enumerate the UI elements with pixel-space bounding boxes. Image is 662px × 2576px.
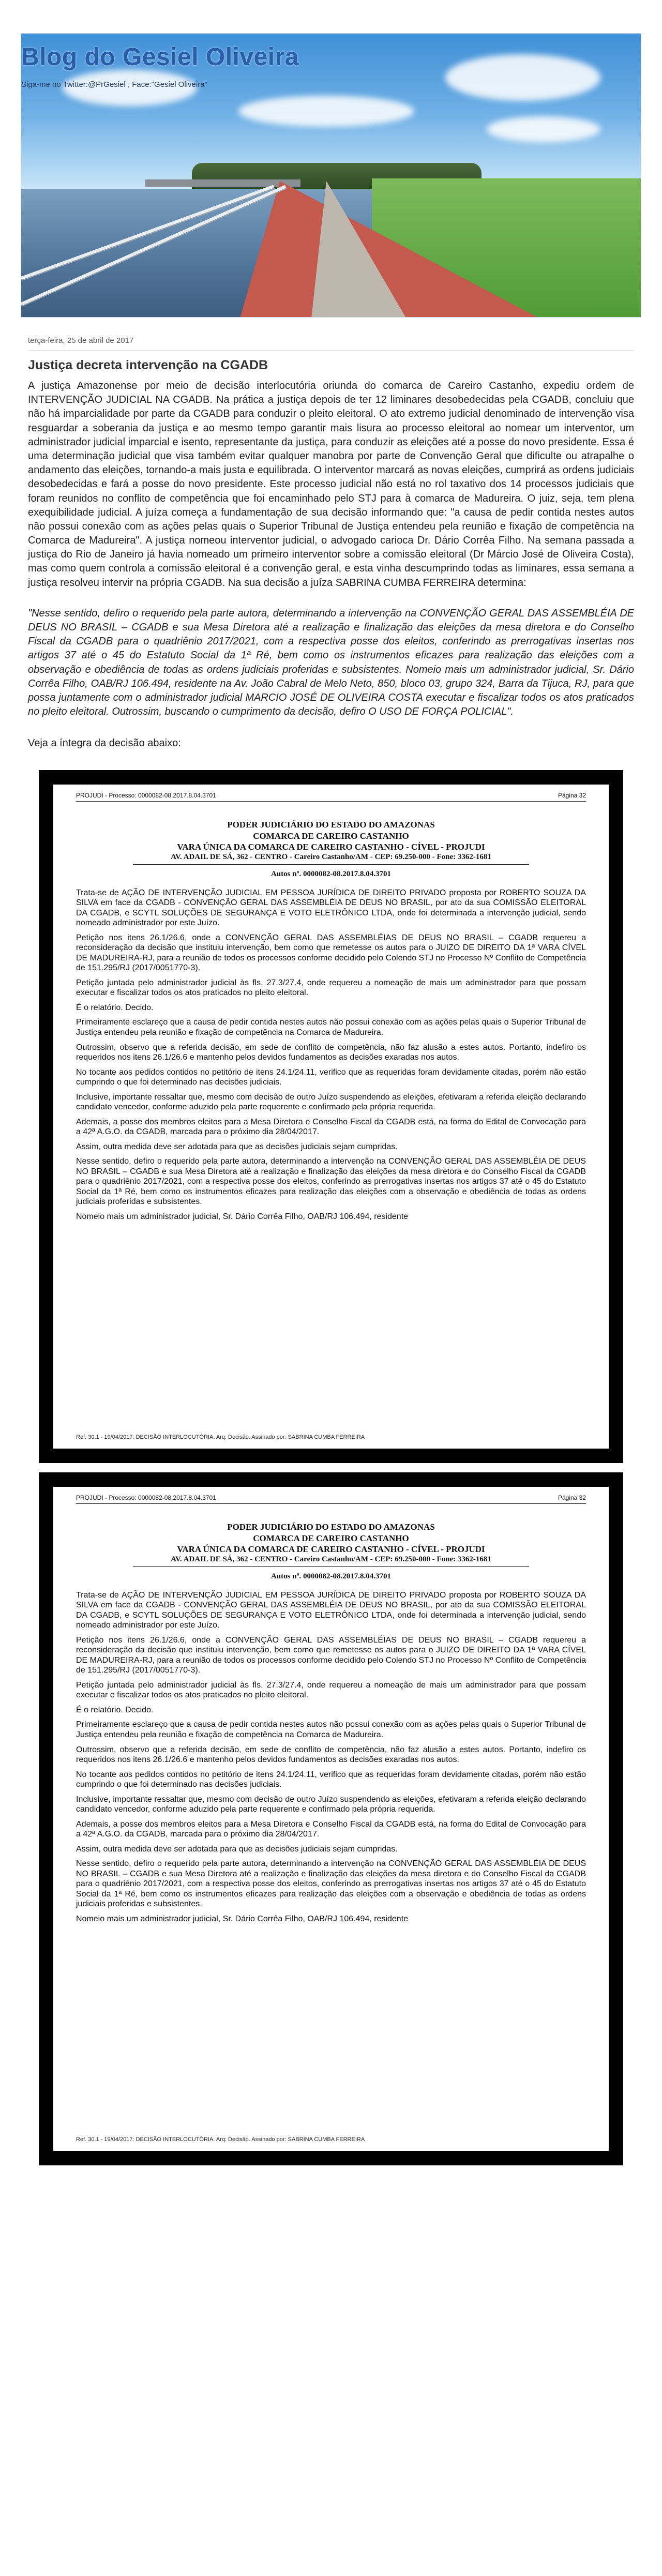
document-paragraph: Trata-se de AÇÃO DE INTERVENÇÃO JUDICIAL EM PESSOA JURÍDICA DE DIREITO PRIVADO proposta por ROBERTO SOUZA DA SILVA em face da CGADB - CONVENÇÃO GERAL DAS ASSEMBLÉIA DE DEUS NO BRASIL, por ato da sua COMISSÃO ELEITORAL DA CGADB, e SCYTL SOLUÇÕES DE SEGURANÇA E VOTO ELETRÔNICO LTDA, onde foi determinada a intervenção judicial, sendo nomeado administrador por este Juízo. — [76, 1590, 586, 1630]
post-title[interactable]: Justiça decreta intervenção na CGADB — [28, 358, 268, 372]
post-quote: "Nesse sentido, defiro o requerido pela parte autora, determinando a intervenção na CONVENÇÃO GERAL DAS ASSEMBLÉIA DE DEUS NO BRASIL – CGADB e sua Mesa Diretora até a realização e finalização das eleições da mesa diretora e do Conselho Fiscal da CGADB para o quadriênio 2017/2021, com a respectiva posse dos eleitos, conferindo as prerrogativas insertas nos artigos 37 até o 45 do Estatuto Social da 1ª Ré, bem como os instrumentos eficazes para realização das eleições com a observação e obediência de todas as ordens judiciais proferidas e subsistentes. Nomeio mais um administrador judicial, Sr. Dário Corrêa Filho, OAB/RJ 106.494, residente na Av. João Cabral de Melo Neto, 850, bloco 03, grupo 324, Barra da Tijuca, RJ, para que possa juntamente com o administrador judicial MARCIO JOSÉ DE OLIVEIRA COSTA executar e fiscalizar todos os atos praticados no pleito eleitoral. Outrossim, buscando o cumprimento da decisão, defiro O USO DE FORÇA POLICIAL". — [28, 607, 634, 718]
court-line: PODER JUDICIÁRIO DO ESTADO DO AMAZONAS — [227, 820, 435, 830]
document-page-number: Página 32 — [558, 792, 586, 800]
document-paragraph: É o relatório. Decido. — [76, 1003, 154, 1012]
document-paragraph: Nesse sentido, defiro o requerido pela parte autora, determinando a intervenção na CONVENÇÃO GERAL DAS ASSEMBLÉIA DE DEUS NO BRASIL – CGADB e sua Mesa Diretora até a realização e finalização das eleições da mesa diretora e do Conselho Fiscal da CGADB para o quadriênio 2017/2021, com a respectiva posse dos eleitos, conferindo as prerrogativas insertas nos artigos 37 até o 45 do Estatuto Social da 1ª Ré, bem como os instrumentos eficazes para realização das eleições com a observação e obediência de todas as ordens judiciais proferidas e subsistentes. — [76, 1859, 586, 1909]
document-meta — [76, 792, 586, 802]
document-page — [53, 785, 609, 1449]
blog-post — [21, 336, 641, 749]
document-meta — [76, 1494, 586, 1504]
document-paragraph: Ademais, a posse dos membros eleitos para a Mesa Diretora e Conselho Fiscal da CGADB está, na forma do Edital de Convocação para a 42ª A.G.O. da CGADB, marcada para o próximo dia 28/04/2017. — [76, 1117, 586, 1137]
document-process: PROJUDI - Processo: 0000082-08.2017.8.04.3701 — [76, 792, 216, 800]
court-line: PODER JUDICIÁRIO DO ESTADO DO AMAZONAS — [227, 1522, 435, 1532]
document-paragraph: Outrossim, observo que a referida decisão, em sede de conflito de competência, não faz alusão a estes autos. Portanto, indefiro os requeridos nos itens 26.1/26.6 e mantenho pelos devidos fundamentos as decisões exaradas nos autos. — [76, 1043, 586, 1062]
page-wrapper — [21, 0, 641, 2165]
document-paragraph: Nomeio mais um administrador judicial, Sr. Dário Corrêa Filho, OAB/RJ 106.494, residente — [76, 1212, 409, 1221]
header-walkway-path — [311, 181, 409, 318]
court-line: COMARCA DE CAREIRO CASTANHO — [253, 831, 409, 841]
blog-title[interactable]: Blog do Gesiel Oliveira — [21, 43, 299, 71]
document-paragraph: Petição nos itens 26.1/26.6, onde a CONVENÇÃO GERAL DAS ASSEMBLÉIAS DE DEUS NO BRASIL – CGADB requereu a reconsideração da decisão que instituiu intervenção, bem como que remetesse os autos para o JUIZO DE DIREITO DA 1ª VARA CÍVEL DE MADUREIRA-RJ, para a reunião de todos os processos conforme decidido pelo Colendo STJ no Processo Nº Conflito de Competência de 151.295/RJ (2017/0051770-3). — [76, 1635, 586, 1675]
blog-header — [21, 33, 641, 318]
document-paragraph: Petição juntada pelo administrador judicial às fls. 27.3/27.4, onde requereu a nomeação de mais um administrador para que possam executar e fiscalizar todos os atos praticados no pleito eleitoral. — [76, 978, 586, 998]
header-cloud — [445, 54, 600, 101]
document-footer: Ref. 30.1 - 19/04/2017: DECISÃO INTERLOCUTÓRIA. Arq: Decisão. Assinado por: SABRINA CUMBA FERREIRA — [76, 1434, 365, 1441]
document-paragraph: Ademais, a posse dos membros eleitos para a Mesa Diretora e Conselho Fiscal da CGADB está, na forma do Edital de Convocação para a 42ª A.G.O. da CGADB, marcada para o próximo dia 28/04/2017. — [76, 1819, 586, 1839]
court-document-image[interactable] — [39, 770, 623, 1463]
blog-description: Siga-me no Twitter:@PrGesiel , Face:"Gesiel Oliveira" — [21, 80, 207, 89]
court-heading — [133, 819, 529, 865]
document-paragraph: Assim, outra medida deve ser adotada para que as decisões judiciais sejam cumpridas. — [76, 1844, 398, 1854]
document-page — [53, 1487, 609, 2151]
document-paragraph: É o relatório. Decido. — [76, 1705, 154, 1714]
document-page-number: Página 32 — [558, 1494, 586, 1502]
document-paragraph: Inclusive, importante ressaltar que, mesmo com decisão de outro Juízo suspendendo as eleições, efetivaram a referida eleição declarando candidato vencedor, conforme aduzido pela parte requerente e confirmado pela própria requerida. — [76, 1092, 586, 1112]
document-paragraph: Assim, outra medida deve ser adotada para que as decisões judiciais sejam cumpridas. — [76, 1142, 398, 1151]
document-paragraph: Inclusive, importante ressaltar que, mesmo com decisão de outro Juízo suspendendo as eleições, efetivaram a referida eleição declarando candidato vencedor, conforme aduzido pela parte requerente e confirmado pela própria requerida. — [76, 1795, 586, 1814]
document-paragraph: Nesse sentido, defiro o requerido pela parte autora, determinando a intervenção na CONVENÇÃO GERAL DAS ASSEMBLÉIA DE DEUS NO BRASIL – CGADB e sua Mesa Diretora até a realização e finalização das eleições da mesa diretora e do Conselho Fiscal da CGADB para o quadriênio 2017/2021, com a respectiva posse dos eleitos, conferindo as prerrogativas insertas nos artigos 37 até o 45 do Estatuto Social da 1ª Ré, bem como os instrumentos eficazes para realização das eleições com a observação e obediência de todas as ordens judiciais proferidas e subsistentes. — [76, 1157, 586, 1207]
document-process: PROJUDI - Processo: 0000082-08.2017.8.04.3701 — [76, 1494, 216, 1502]
autos-number: Autos nº. 0000082-08.2017.8.04.3701 — [270, 869, 392, 878]
document-paragraph: Trata-se de AÇÃO DE INTERVENÇÃO JUDICIAL EM PESSOA JURÍDICA DE DIREITO PRIVADO proposta por ROBERTO SOUZA DA SILVA em face da CGADB - CONVENÇÃO GERAL DAS ASSEMBLÉIA DE DEUS NO BRASIL, por ato da sua COMISSÃO ELEITORAL DA CGADB, e SCYTL SOLUÇÕES DE SEGURANÇA E VOTO ELETRÔNICO LTDA, onde foi determinada a intervenção judicial, sendo nomeado administrador por este Juízo. — [76, 888, 586, 928]
court-heading — [133, 1522, 529, 1567]
court-line: VARA ÚNICA DA COMARCA DE CAREIRO CASTANHO - CÍVEL - PROJUDI — [177, 1544, 485, 1554]
document-paragraph: Outrossim, observo que a referida decisão, em sede de conflito de competência, não faz alusão a estes autos. Portanto, indefiro os requeridos nos itens 26.1/26.6 e mantenho pelos devidos fundamentos as decisões exaradas nos autos. — [76, 1745, 586, 1765]
post-date: terça-feira, 25 de abril de 2017 — [28, 336, 634, 351]
document-paragraph: No tocante aos pedidos contidos no petitório de itens 24.1/24.11, verifico que as requeridas foram devidamente citadas, porém não estão cumprindo o que foi determinado nas decisões judiciais. — [76, 1067, 586, 1087]
document-paragraph: Primeiramente esclareço que a causa de pedir contida nestes autos não possui conexão com as ações pelas quais o Superior Tribunal de Justiça entendeu pela reunião e fixação de competência na Comarca de Madureira. — [76, 1018, 586, 1037]
court-line: COMARCA DE CAREIRO CASTANHO — [253, 1533, 409, 1543]
document-paragraph: No tocante aos pedidos contidos no petitório de itens 24.1/24.11, verifico que as requeridas foram devidamente citadas, porém não estão cumprindo o que foi determinado nas decisões judiciais. — [76, 1770, 586, 1789]
post-body: A justiça Amazonense por meio de decisão interlocutória oriunda do comarca de Careiro Castanho, expediu ordem de INTERVENÇÃO JUDICIAL NA CGADB. Na prática a justiça depois de ter 12 liminares desobedecidas pela CGADB, concluiu que não há imparcialidade por parte da CGADB para conduzir o pleito eleitoral. O ato extremo judicial denominado de intervenção visa resguardar a soberania da justiça e ao mesmo tempo garantir mais lisura ao processo eleitoral ao nomear um interventor, um administrador judicial imparcial e isento, representante da justiça, para conduzir as eleições até a posse do novo presidente. Essa é uma determinação judicial que visa também evitar qualquer manobra por parte de Convenção Geral que dificulte ou atrapalhe o andamento das eleições, tornando-a mais justa e equilibrada. O interventor marcará as novas eleições, cumprirá as ordens judiciais desobedecidas e fará a posse do novo presidente. Este processo judicial não está no rol taxativo dos 14 processos judiciais que foram reunidos no conflito de competência que foi encaminhado pelo STJ para à comarca de Madureira. O juiz, seja, tem plena exequibilidade judicial. A juíza começa a fundamentação de sua decisão informando que: "a causa de pedir contida nestes autos não possui conexão com as ações pelas quais o Superior Tribunal de Justiça entendeu pela reunião e fixação de competência na Comarca de Madureira". A justiça nomeou interventor judicial, o advogado carioca Dr. Dário Corrêa Filho. Na semana passada a justiça do Rio de Janeiro já havia nomeado um primeiro interventor sobre a comissão eleitoral (Dr Márcio José de Oliveira Costa), mas como quem controla a comissão eleitoral é a convenção geral, e esta vinha descumprindo todas as liminares, essa semana a justiça resolveu intervir na própria CGADB. Na sua decisão a juíza SABRINA CUMBA FERREIRA determina: — [28, 380, 634, 589]
header-cloud — [487, 116, 600, 142]
document-footer: Ref. 30.1 - 19/04/2017: DECISÃO INTERLOCUTÓRIA. Arq: Decisão. Assinado por: SABRINA CUMBA FERREIRA — [76, 2136, 365, 2143]
autos-number: Autos nº. 0000082-08.2017.8.04.3701 — [270, 1572, 392, 1580]
court-address: AV. ADAIL DE SÁ, 362 - CENTRO - Careiro Castanho/AM - CEP: 69.250-000 - Fone: 3362-1681 — [133, 852, 529, 865]
document-paragraph: Petição nos itens 26.1/26.6, onde a CONVENÇÃO GERAL DAS ASSEMBLÉIAS DE DEUS NO BRASIL – CGADB requereu a reconsideração da decisão que instituiu intervenção, bem como que remetesse os autos para o JUIZO DE DIREITO DA 1ª VARA CÍVEL DE MADUREIRA-RJ, para a reunião de todos os processos conforme decidido pelo Colendo STJ no Processo Nº Conflito de Competência de 151.295/RJ (2017/0051770-3). — [76, 933, 586, 973]
document-paragraph: Petição juntada pelo administrador judicial às fls. 27.3/27.4, onde requereu a nomeação de mais um administrador para que possam executar e fiscalizar todos os atos praticados no pleito eleitoral. — [76, 1680, 586, 1700]
court-address: AV. ADAIL DE SÁ, 362 - CENTRO - Careiro Castanho/AM - CEP: 69.250-000 - Fone: 3362-1681 — [133, 1555, 529, 1567]
court-document-image[interactable] — [39, 1472, 623, 2165]
header-cloud — [238, 96, 414, 127]
post-veja-text: Veja a íntegra da decisão abaixo: — [28, 737, 181, 749]
document-paragraph: Nomeio mais um administrador judicial, Sr. Dário Corrêa Filho, OAB/RJ 106.494, residente — [76, 1914, 409, 1923]
document-paragraph: Primeiramente esclareço que a causa de pedir contida nestes autos não possui conexão com as ações pelas quais o Superior Tribunal de Justiça entendeu pela reunião e fixação de competência na Comarca de Madureira. — [76, 1720, 586, 1739]
court-line: VARA ÚNICA DA COMARCA DE CAREIRO CASTANHO - CÍVEL - PROJUDI — [177, 841, 485, 852]
